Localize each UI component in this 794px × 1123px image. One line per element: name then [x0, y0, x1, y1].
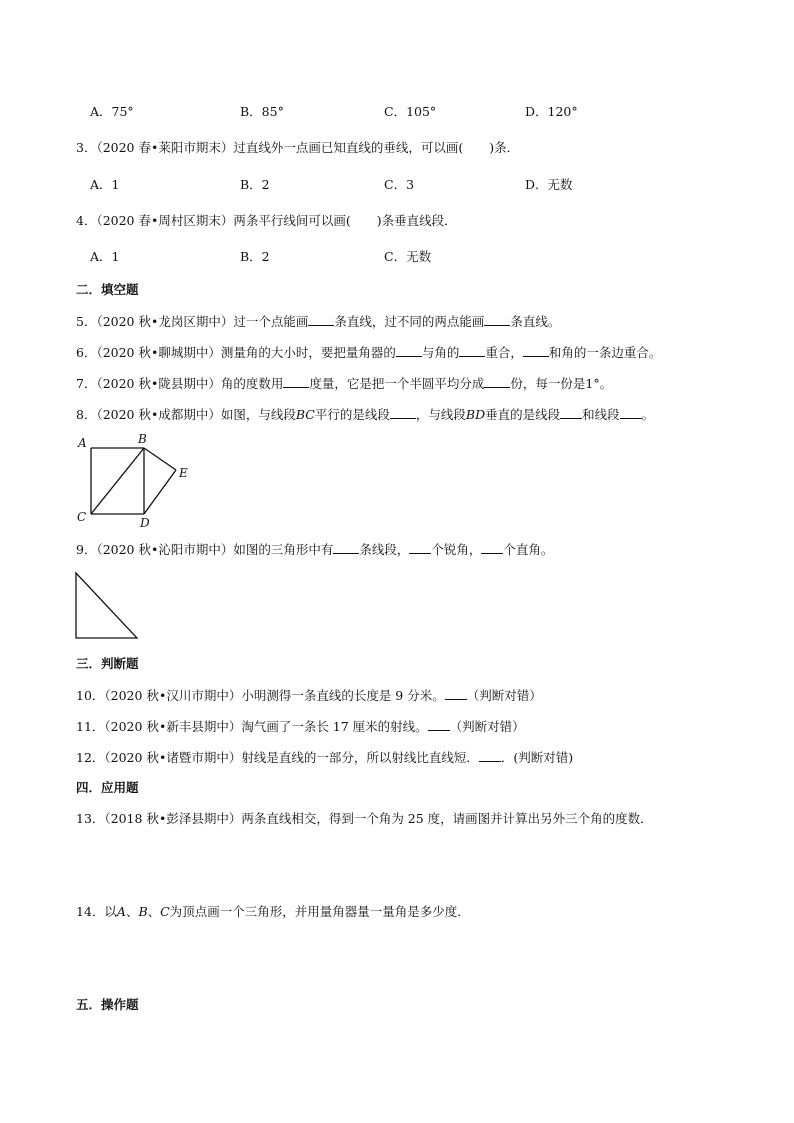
- q14-var-b: B: [138, 904, 148, 919]
- section-fill-in-title: 二．填空题: [76, 282, 139, 297]
- q4-option-a[interactable]: A．1: [90, 249, 120, 264]
- q14-var-c: C: [160, 904, 170, 919]
- q14-var-a: A: [116, 904, 126, 919]
- q2-option-c[interactable]: C．105°: [384, 104, 437, 119]
- q9-blank-2[interactable]: [409, 540, 431, 554]
- q11-blank[interactable]: [428, 717, 450, 731]
- q8-text-6: 。: [641, 407, 655, 422]
- q7-blank-2[interactable]: [484, 374, 510, 388]
- q4-option-b[interactable]: B．2: [240, 249, 270, 264]
- right-triangle: [76, 573, 137, 638]
- q5-text-3: 条直线。: [510, 314, 561, 329]
- q2-option-b[interactable]: B．85°: [240, 104, 284, 119]
- q14-text-3: 、: [147, 904, 161, 919]
- question-9: [76, 540, 553, 559]
- q12-text-1: 12．（2020 秋•诸暨市期中）射线是直线的一部分，所以射线比直线短．: [76, 750, 479, 765]
- section-operation-title: 五．操作题: [76, 997, 139, 1012]
- q14-text-2: 、: [125, 904, 139, 919]
- q4-prefix: 4．（2020 春•周村区期末）两条平行线间可以画(: [76, 213, 351, 228]
- q6-text-2: 与角的: [421, 345, 460, 360]
- q8-text-5: 和线段: [582, 407, 620, 422]
- question-12: [76, 748, 573, 767]
- question-4: [76, 212, 457, 230]
- q8-text-2: 平行的是线段: [314, 407, 390, 422]
- q6-blank-2[interactable]: [459, 343, 485, 357]
- section-judge-title: 三．判断题: [76, 656, 139, 671]
- q9-triangle-figure: [70, 570, 145, 642]
- q7-text-3: 份，每一份是1°。: [510, 376, 613, 391]
- q6-text-3: 重合，: [485, 345, 523, 360]
- q4-suffix: )条垂直线段．: [376, 213, 457, 228]
- question-8: [76, 405, 654, 424]
- q11-text-1: 11．（2020 秋•新丰县期中）淘气画了一条长 17 厘米的射线。: [76, 719, 428, 734]
- q6-text-4: 和角的一条边重合。: [548, 345, 662, 360]
- q8-var-bd: BD: [465, 407, 486, 422]
- q11-text-2: （判断对错）: [449, 719, 525, 734]
- q5-text-1: 5．（2020 秋•龙岗区期中）过一个点能画: [76, 314, 309, 329]
- q14-text-4: 为顶点画一个三角形，并用量角器量一量角是多少度．: [169, 904, 470, 919]
- q8-figure: [70, 430, 200, 530]
- question-6: [76, 343, 661, 362]
- q7-text-2: 度量，它是把一个半圆平均分成: [309, 376, 485, 391]
- q8-blank-1[interactable]: [390, 405, 416, 419]
- q6-blank-3[interactable]: [523, 343, 549, 357]
- q2-option-a[interactable]: A．75°: [90, 104, 134, 119]
- q3-option-a[interactable]: A．1: [90, 177, 120, 192]
- q9-text-3: 个锐角，: [431, 542, 482, 557]
- label-c: C: [77, 510, 87, 524]
- label-e: E: [179, 466, 188, 480]
- q8-blank-2[interactable]: [560, 405, 582, 419]
- segment-bc: [91, 448, 144, 514]
- question-14: [76, 903, 470, 921]
- section-application-title: 四．应用题: [76, 780, 139, 795]
- q9-blank-1[interactable]: [333, 540, 359, 554]
- q9-text-4: 个直角。: [503, 542, 554, 557]
- q12-blank[interactable]: [479, 748, 501, 762]
- label-a: A: [78, 436, 87, 450]
- q7-text-1: 7．（2020 秋•陇县期中）角的度数用: [76, 376, 284, 391]
- q3-option-d[interactable]: D．无数: [525, 177, 573, 192]
- q2-option-d[interactable]: D．120°: [525, 104, 578, 119]
- q9-text-2: 条线段，: [359, 542, 410, 557]
- q7-blank-1[interactable]: [283, 374, 309, 388]
- q10-blank[interactable]: [445, 686, 467, 700]
- question-10: [76, 686, 542, 705]
- q8-text-1: 8．（2020 秋•成都期中）如图，与线段: [76, 407, 296, 422]
- question-11: [76, 717, 525, 736]
- segment-be: [144, 448, 176, 470]
- q8-text-4: 垂直的是线段: [485, 407, 561, 422]
- q3-suffix: )条．: [489, 140, 520, 155]
- question-5: [76, 312, 560, 331]
- q3-option-c[interactable]: C．3: [384, 177, 415, 192]
- q9-blank-3[interactable]: [481, 540, 503, 554]
- q5-text-2: 条直线，过不同的两点能画: [334, 314, 485, 329]
- segment-ed: [144, 470, 176, 514]
- question-3: [76, 139, 519, 157]
- q6-text-1: 6．（2020 秋•聊城期中）测量角的大小时，要把量角器的: [76, 345, 396, 360]
- q9-text-1: 9．（2020 秋•沁阳市期中）如图的三角形中有: [76, 542, 334, 557]
- q4-option-c[interactable]: C．无数: [384, 249, 432, 264]
- q8-var-bc: BC: [295, 407, 315, 422]
- q3-option-b[interactable]: B．2: [240, 177, 270, 192]
- q5-blank-1[interactable]: [308, 312, 334, 326]
- question-13: 13．（2018 秋•彭泽县期中）两条直线相交，得到一个角为 25 度，请画图并计算出另外三个角的度数．: [76, 811, 653, 826]
- q12-text-2: ．(判断对错): [500, 750, 574, 765]
- q8-blank-3[interactable]: [620, 405, 642, 419]
- q10-text-2: （判断对错）: [466, 688, 542, 703]
- q14-text-1: 14．以: [76, 904, 117, 919]
- q8-text-3: ，与线段: [415, 407, 466, 422]
- q10-text-1: 10．（2020 秋•汉川市期中）小明测得一条直线的长度是 9 分米。: [76, 688, 445, 703]
- label-d: D: [140, 516, 150, 530]
- q6-blank-1[interactable]: [396, 343, 422, 357]
- question-7: [76, 374, 612, 393]
- q3-prefix: 3．（2020 春•莱阳市期末）过直线外一点画已知直线的垂线，可以画(: [76, 140, 464, 155]
- label-b: B: [138, 432, 147, 446]
- q5-blank-2[interactable]: [484, 312, 510, 326]
